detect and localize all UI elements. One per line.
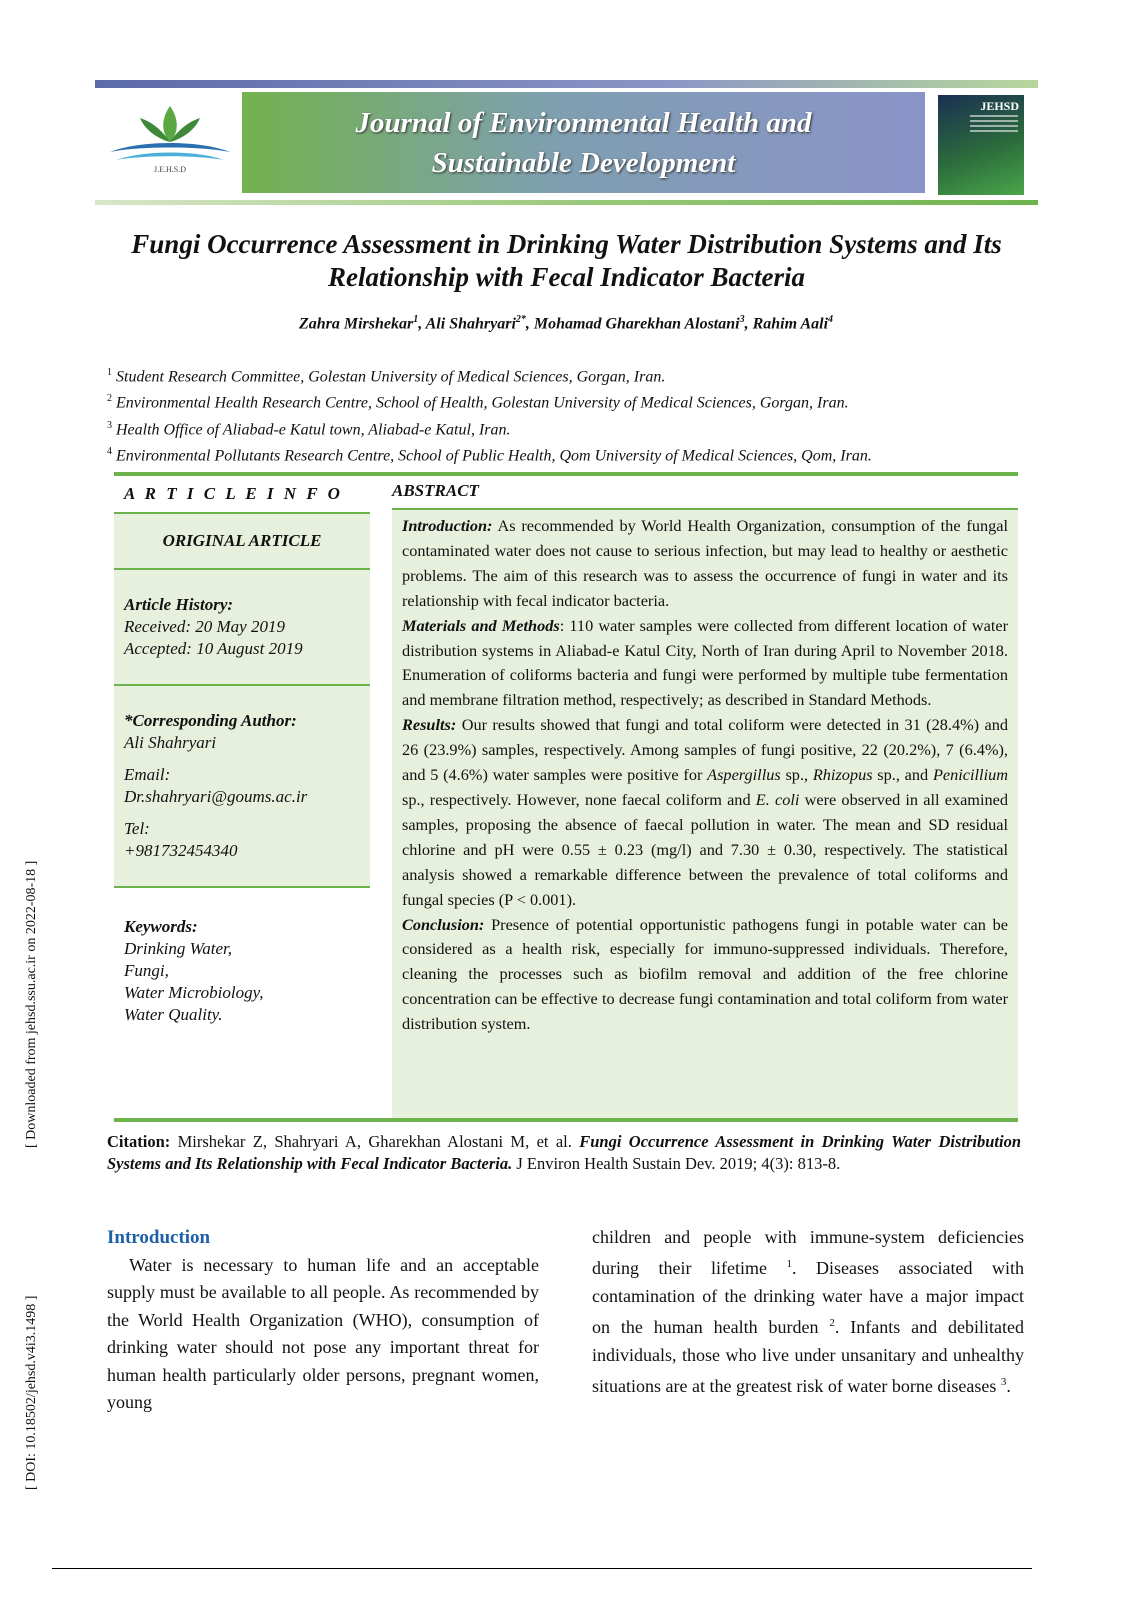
keywords-label: Keywords: <box>124 917 198 936</box>
tel-label: Tel: <box>124 819 150 838</box>
keywords <box>114 886 370 1026</box>
abstract-heading: ABSTRACT <box>392 481 479 500</box>
article-history <box>114 568 370 684</box>
doi-stamp: [ DOI: 10.18502/jehsd.v4i3.1498 ] <box>24 1295 39 1490</box>
keyword-item: Fungi, <box>124 961 169 980</box>
abstract-body <box>392 508 1018 1118</box>
journal-logo <box>100 98 240 178</box>
article-title: Fungi Occurrence Assessment in Drinking Water Distribution Systems and Its Relationship with Fecal Indicator Bacteria <box>131 229 1002 292</box>
author-list: Zahra Mirshekar$^1$, Ali Shahryari$^{2*}$, Mohamad Gharekhan Alostani$^3$, Rahim Aali$^4$ <box>298 314 834 333</box>
affiliation-item: $^1$ Student Research Committee, Golestan University of Medical Sciences, Gorgan, Iran. <box>107 367 666 386</box>
affiliations <box>107 362 872 467</box>
header-bottom-rule <box>95 200 1038 205</box>
author-name: Mohamad Gharekhan Alostani <box>533 315 740 333</box>
body-paragraph: Water is necessary to human life and an acceptable supply must be available to all people. As recommended by the World Health Organization (WHO), consumption of drinking water should not pose any important threat for human health particularly older persons, pregnant women, young <box>107 1255 539 1413</box>
journal-cover-thumbnail <box>938 95 1024 195</box>
article-info-heading: A R T I C L E I N F O <box>124 484 343 503</box>
download-stamp: [ Downloaded from jehsd.ssu.ac.ir on 2022-08-18 ] <box>24 860 39 1148</box>
email-label: Email: <box>124 765 171 784</box>
journal-name-line1: Journal of Environmental Health and <box>355 106 812 139</box>
history-label: Article History: <box>124 595 234 614</box>
body-column-left <box>107 1224 539 1416</box>
info-bottom-rule <box>114 1118 1018 1122</box>
email-link[interactable]: Dr.shahryari@goums.ac.ir <box>124 787 308 806</box>
author-name: Ali Shahryari <box>425 315 516 333</box>
corr-name: Ali Shahryari <box>124 733 217 752</box>
abstract-introduction: Introduction: As recommended by World Health Organization, consumption of the fungal contaminated water does not cause to serious infection, but may lead to healthy or aesthetic problems. The aim of this research was to assess the occurrence of fungi in water and its relationship with fecal indicator bacteria. <box>402 516 1008 610</box>
body-paragraph: children and people with immune-system deficiencies during their lifetime $^1$. Diseases associated with contamination of the drinking water have a major impact on the human health burden $^2$. Infants and debilitated individuals, those who live under unsanitary and unhealthy situations are at the greatest risk of water borne diseases $^3$. <box>592 1227 1024 1397</box>
section-heading: Introduction <box>107 1227 211 1248</box>
affiliation-item: $^2$ Environmental Health Research Centre, School of Health, Golestan University of Medical Sciences, Gorgan, Iran. <box>107 393 849 412</box>
header-top-rule <box>95 80 1038 88</box>
keyword-item: Water Microbiology, <box>124 983 264 1002</box>
author-name: Rahim Aali <box>752 315 829 333</box>
footer-rule <box>52 1568 1032 1569</box>
body-column-right <box>592 1224 1024 1400</box>
keyword-item: Water Quality. <box>124 1005 223 1024</box>
journal-banner <box>242 92 925 193</box>
journal-name-line2: Sustainable Development <box>431 146 736 179</box>
author-name: Zahra Mirshekar <box>298 315 414 333</box>
svg-text:J.E.H.S.D: J.E.H.S.D <box>153 165 187 174</box>
received-date: Received: 20 May 2019 <box>124 617 285 636</box>
affiliation-item: $^4$ Environmental Pollutants Research Centre, School of Public Health, Qom University of Medical Sciences, Qom, Iran. <box>107 445 872 465</box>
affiliation-item: $^3$ Health Office of Aliabad-e Katul town, Aliabad-e Katul, Iran. <box>107 419 511 438</box>
keyword-item: Drinking Water, <box>124 939 232 958</box>
cover-label: JEHSD <box>980 99 1019 113</box>
corr-label: *Corresponding Author: <box>124 711 297 730</box>
abstract-methods: Materials and Methods: 110 water samples were collected from different location of water distribution systems in Aliabad-e Katul City, North of Iran during April to November 2018. Enumeration of coliforms bacteria and fungi were performed by multiple tube fermentation and membrane filtration method, respectively; as described in Standard Methods. <box>402 615 1008 710</box>
tel-number: +981732454340 <box>124 841 238 860</box>
article-type: ORIGINAL ARTICLE <box>114 512 370 568</box>
abstract-results: Results: Our results showed that fungi and total coliform were detected in 31 (28.4%) and 26 (23.9%) samples, respectively. Among samples of fungi positive, 22 (20.2%), 7 (6.4%), and 5 (4.6%) water samples were positive for Aspergillus sp., Rhizopus sp., and Penicillium sp., respectively. However, none faecal coliform and E. coli were observed in all examined samples, proposing the absence of faecal pollution in water. The mean and SD residual chlorine and pH were 0.55 ± 0.23 (mg/l) and 7.30 ± 0.30, respectively. The statistical analysis showed a remarkable difference between the prevalence of total coliforms and fungal species (P < 0.001). <box>402 715 1009 909</box>
corresponding-author <box>114 684 370 886</box>
citation: Citation: Mirshekar Z, Shahryari A, Gharekhan Alostani M, et al. Fungi Occurrence Assessment in Drinking Water Distribution Systems and Its Relationship with Fecal Indicator Bacteria. J Environ Health Sustain Dev. 2019; 4(3): 813-8. <box>107 1132 1021 1173</box>
accepted-date: Accepted: 10 August 2019 <box>124 639 303 658</box>
abstract-conclusion: Conclusion: Presence of potential opportunistic pathogens fungi in potable water can be considered as a health risk, especially for immuno-suppressed individuals. Therefore, cleaning the processes such as biofilm removal and addition of the free chlorine concentration can be effective to decrease fungi contamination and total coliform from water distribution system. <box>402 914 1008 1034</box>
article-info-column <box>114 476 370 1026</box>
